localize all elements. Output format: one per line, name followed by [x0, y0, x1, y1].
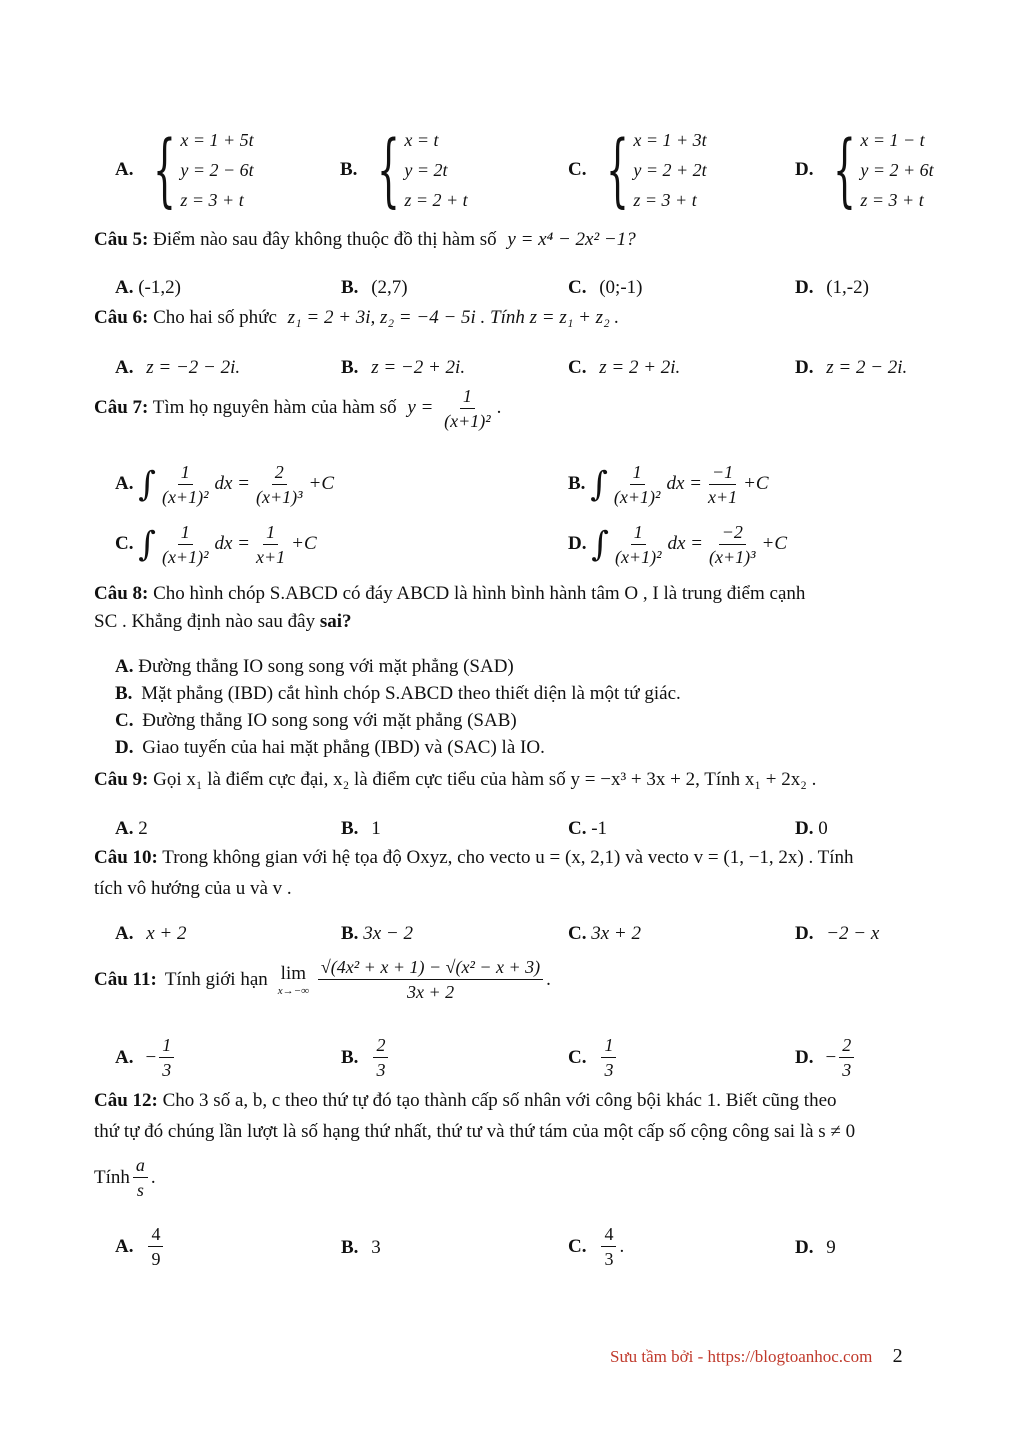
fraction [441, 384, 494, 433]
expr: dx = [666, 472, 702, 494]
option-value: Đường thẳng IO song song với mặt phẳng (SAD) [138, 656, 514, 677]
fraction [159, 460, 212, 509]
option-value: 3x − 2 [363, 923, 413, 944]
denominator: 3 [842, 1060, 852, 1080]
q5-option-c [568, 277, 643, 299]
option-label: D. [795, 818, 814, 839]
integral-icon: ∫ [138, 524, 156, 565]
q7-option-c [115, 520, 317, 569]
option-value: 2 [138, 818, 148, 839]
option-value: (2,7) [371, 277, 408, 298]
option-label: C. [115, 532, 134, 554]
eq-line: z = 3 + t [860, 190, 924, 210]
q4-option-a [115, 125, 254, 215]
q8-option-c [115, 710, 517, 732]
fraction [839, 1033, 854, 1082]
question-9 [94, 769, 816, 791]
option-label: A. [115, 1235, 134, 1257]
denominator: s [136, 1180, 144, 1200]
question-text: Trong không gian với hệ tọa độ Oxyz, cho vecto u = (x, 2,1) và vecto v = (1, −1, 2x) . Tính [162, 847, 854, 868]
brace-icon: { [377, 123, 401, 216]
q10-option-c [568, 923, 641, 945]
question-6 [94, 307, 619, 329]
option-value: Giao tuyến của hai mặt phẳng (IBD) và (SAC) là IO. [142, 737, 545, 758]
numerator: 2 [373, 1033, 388, 1058]
expr: dx = [214, 532, 250, 554]
limit [278, 963, 309, 997]
q7-option-a [115, 460, 334, 509]
option-label: C. [115, 710, 134, 731]
option-value: −2 − x [826, 923, 880, 944]
question-number: Câu 7: [94, 396, 149, 418]
option-label: D. [795, 923, 814, 944]
option-value: -1 [591, 818, 608, 839]
q9-option-d [795, 818, 828, 840]
fraction [612, 520, 665, 569]
question-number: Câu 9: [94, 769, 149, 790]
numerator: 1 [178, 520, 193, 545]
q12-option-d [795, 1237, 836, 1259]
integral-icon: ∫ [590, 464, 608, 505]
option-label: C. [568, 159, 587, 180]
question-number: Câu 12: [94, 1090, 158, 1111]
option-label: A. [115, 159, 134, 180]
q11-option-b [341, 1033, 391, 1082]
fraction [601, 1222, 616, 1271]
numerator: 4 [148, 1222, 163, 1247]
eq-line: y = 2 + 6t [860, 160, 934, 180]
option-value: (1,-2) [826, 277, 869, 298]
option-label: D. [795, 277, 814, 298]
eq-line: z = 3 + t [180, 190, 244, 210]
limit-subscript: x→−∞ [277, 984, 309, 997]
question-text: Tính [94, 1166, 130, 1188]
denominator: (x+1)² [444, 411, 491, 431]
option-label: C. [568, 818, 587, 839]
question-8-line2 [94, 611, 352, 633]
fraction [133, 1153, 148, 1202]
fraction [253, 520, 288, 569]
option-label: A. [115, 357, 134, 378]
q11-option-a [115, 1033, 177, 1082]
question-number: Câu 11: [94, 968, 157, 990]
denominator: (x+1)² [614, 547, 662, 567]
fraction [318, 955, 543, 1004]
option-label: A. [115, 277, 134, 298]
option-label: D. [795, 357, 814, 378]
expr: dx = [667, 532, 703, 554]
integral-icon: ∫ [138, 464, 156, 505]
q11-option-c [568, 1033, 619, 1082]
option-value: Đường thẳng IO song song với mặt phẳng (SAB) [142, 710, 517, 731]
q6-option-a [115, 357, 240, 379]
eq-line: x = 1 + 3t [633, 130, 707, 150]
question-text: Gọi x₁ là điểm cực đại, x₂ là điểm cực tiểu của hàm số y = −x³ + 3x + 2, Tính x₁ + 2x₂ . [153, 769, 817, 790]
eq-line: x = t [404, 130, 439, 150]
option-label: B. [341, 923, 359, 944]
limit-label: lim [280, 962, 307, 984]
option-label: C. [568, 277, 587, 298]
question-number: Câu 8: [94, 583, 149, 604]
numerator: 2 [839, 1033, 854, 1058]
option-value: x + 2 [146, 923, 187, 944]
numerator: 1 [263, 520, 278, 545]
brace-icon: { [606, 123, 630, 216]
q8-option-d [115, 737, 545, 759]
footer-source-link[interactable]: Sưu tầm bởi - https://blogtoanhoc.com [610, 1347, 873, 1366]
q10-option-b [341, 923, 413, 945]
q5-option-b [341, 277, 408, 299]
option-label: B. [341, 818, 359, 839]
expr: +C [291, 532, 317, 554]
option-label: C. [568, 357, 587, 378]
question-text: Cho hai số phức [153, 307, 277, 328]
eq-line: z = 3 + t [633, 190, 697, 210]
option-value: 9 [826, 1237, 836, 1258]
eq-line: x = 1 − t [860, 130, 925, 150]
q5-option-d [795, 277, 869, 299]
q6-option-d [795, 357, 907, 379]
option-label: C. [568, 923, 587, 944]
fraction [611, 460, 664, 509]
denominator: (x+1)² [613, 487, 661, 507]
denominator: (x+1)³ [709, 547, 756, 567]
question-expr: z₁ = 2 + 3i, z₂ = −4 − 5i . Tính z = z₁ + z₂ . [287, 307, 620, 328]
page-number: 2 [892, 1345, 903, 1367]
option-label: D. [115, 737, 134, 758]
denominator: (x+1)² [161, 547, 209, 567]
numerator: 1 [460, 384, 475, 409]
integral-icon: ∫ [591, 524, 609, 565]
eq-line: y = 2 − 6t [180, 160, 254, 180]
q8-option-b [115, 683, 681, 705]
question-number: Câu 5: [94, 229, 149, 250]
question-text: tích vô hướng của u và v . [94, 878, 292, 899]
eq-line: x = 1 + 5t [180, 130, 254, 150]
option-label: A. [115, 818, 134, 839]
question-12 [94, 1090, 837, 1112]
option-value: z = 2 − 2i. [826, 357, 908, 378]
fraction [148, 1222, 163, 1271]
denominator: (x+1)² [161, 487, 209, 507]
footer [610, 1345, 903, 1368]
option-value: z = −2 − 2i. [146, 357, 241, 378]
expr: dx = [214, 472, 250, 494]
fraction [159, 520, 212, 569]
expr: +C [761, 532, 788, 554]
option-label: B. [341, 357, 359, 378]
option-value: 3x + 2 [591, 923, 641, 944]
q5-option-a [115, 277, 181, 299]
option-value: 3 [371, 1237, 381, 1258]
numerator: 4 [601, 1222, 616, 1247]
question-text: Cho hình chóp S.ABCD có đáy ABCD là hình bình hành tâm O , I là trung điểm cạnh [153, 583, 806, 604]
question-7: Câu 7: Tìm họ nguyên hàm của hàm số y = $\frac{1}{\text{(x+1)²}}$ . [94, 386, 502, 431]
option-value: z = 2 + 2i. [599, 357, 681, 378]
option-label: B. [341, 1237, 359, 1258]
numerator: a [133, 1153, 148, 1178]
numerator: 1 [178, 460, 193, 485]
q7-option-d [568, 520, 787, 569]
fraction [705, 460, 740, 509]
question-expr: y = x⁴ − 2x² −1? [507, 229, 636, 250]
option-label: C. [568, 1046, 587, 1068]
eq-line: z = 2 + t [404, 190, 468, 210]
eq-line: y = 2t [404, 160, 448, 180]
q12-option-c: C. $\frac{4}{3}$ . [568, 1224, 625, 1269]
q4-option-d [795, 125, 934, 215]
option-label: B. [115, 683, 133, 704]
question-text: Cho 3 số a, b, c theo thứ tự đó tạo thành cấp số nhân với công bội khác 1. Biết cũng theo [162, 1090, 837, 1111]
option-label: D. [795, 1046, 814, 1068]
q6-option-c [568, 357, 680, 379]
question-text: Tìm họ nguyên hàm của hàm số [152, 396, 397, 418]
q9-option-c [568, 818, 607, 840]
question-10 [94, 847, 854, 869]
option-value: 0 [818, 818, 828, 839]
option-label: A. [115, 656, 134, 677]
q12-option-a [115, 1222, 166, 1271]
question-12-line3: Tính $\frac{a}{s}$ . [94, 1155, 156, 1200]
question-10-line2 [94, 878, 292, 900]
numerator: 1 [631, 520, 646, 545]
q8-option-a [115, 656, 514, 678]
fraction [253, 460, 306, 509]
q11-option-d [795, 1033, 857, 1082]
fraction [706, 520, 759, 569]
sign: − [825, 1046, 837, 1068]
option-value: z = −2 + 2i. [371, 357, 466, 378]
option-label: C. [568, 1235, 587, 1257]
question-number: Câu 10: [94, 847, 158, 868]
option-label: B. [568, 472, 586, 494]
q12-option-b [341, 1237, 381, 1259]
denominator: 3x + 2 [406, 982, 455, 1002]
numerator: 1 [159, 1033, 174, 1058]
denominator: 3 [604, 1060, 614, 1080]
denominator: x+1 [707, 487, 738, 507]
option-label: D. [795, 159, 814, 180]
q6-option-b [341, 357, 465, 379]
numerator: 2 [272, 460, 287, 485]
expr: +C [743, 472, 769, 494]
denominator: 9 [151, 1249, 161, 1269]
emphasis: sai? [319, 611, 352, 632]
q7-option-b [568, 460, 769, 509]
fraction [601, 1033, 616, 1082]
brace-icon: { [833, 123, 857, 216]
eq-line: y = 2 + 2t [633, 160, 707, 180]
question-text: Tính giới hạn [164, 968, 268, 990]
q9-option-a [115, 818, 148, 840]
question-12-line2 [94, 1121, 855, 1143]
question-expr: y = [407, 396, 434, 418]
option-label: A. [115, 1046, 134, 1068]
expr: +C [308, 472, 335, 494]
q4-option-b [340, 125, 468, 215]
option-label: B. [340, 159, 358, 180]
numerator: 1 [601, 1033, 616, 1058]
option-value: (-1,2) [138, 277, 181, 298]
numerator: −2 [719, 520, 746, 545]
numerator: √(4x² + x + 1) − √(x² − x + 3) [318, 955, 543, 980]
question-text: Điểm nào sau đây không thuộc đồ thị hàm số [153, 229, 497, 250]
numerator: 1 [630, 460, 645, 485]
sign: − [145, 1046, 157, 1068]
option-value: 1 [371, 818, 381, 839]
denominator: 3 [604, 1249, 614, 1269]
option-value: (0;-1) [599, 277, 643, 298]
question-8 [94, 583, 805, 605]
brace-icon: { [153, 123, 177, 216]
denominator: 3 [162, 1060, 172, 1080]
option-label: A. [115, 923, 134, 944]
question-text: SC . Khẳng định nào sau đây [94, 611, 316, 632]
fraction [159, 1033, 174, 1082]
denominator: x+1 [256, 547, 286, 567]
option-label: A. [115, 472, 134, 494]
option-label: D. [568, 532, 587, 554]
option-label: B. [341, 277, 359, 298]
question-11: Câu 11: Tính giới hạn lim x→−∞ $\frac{\text{√(4x² + x + 1) − √(x² − x + 3)}}{3x + 2}$ . [94, 957, 551, 1002]
question-5 [94, 229, 636, 251]
q4-option-c [568, 125, 707, 215]
option-value: Mặt phẳng (IBD) cắt hình chóp S.ABCD theo thiết diện là một tứ giác. [141, 683, 681, 704]
q10-option-a [115, 923, 187, 945]
fraction [373, 1033, 388, 1082]
numerator: −1 [709, 460, 736, 485]
q10-option-d [795, 923, 879, 945]
question-text: thứ tự đó chúng lần lượt là số hạng thứ nhất, thứ tư và thứ tám của một cấp số cộng công sai là s ≠ 0 [94, 1121, 856, 1142]
q9-option-b [341, 818, 381, 840]
option-label: D. [795, 1237, 814, 1258]
option-label: B. [341, 1046, 359, 1068]
denominator: (x+1)³ [256, 487, 303, 507]
question-number: Câu 6: [94, 307, 149, 328]
denominator: 3 [376, 1060, 386, 1080]
